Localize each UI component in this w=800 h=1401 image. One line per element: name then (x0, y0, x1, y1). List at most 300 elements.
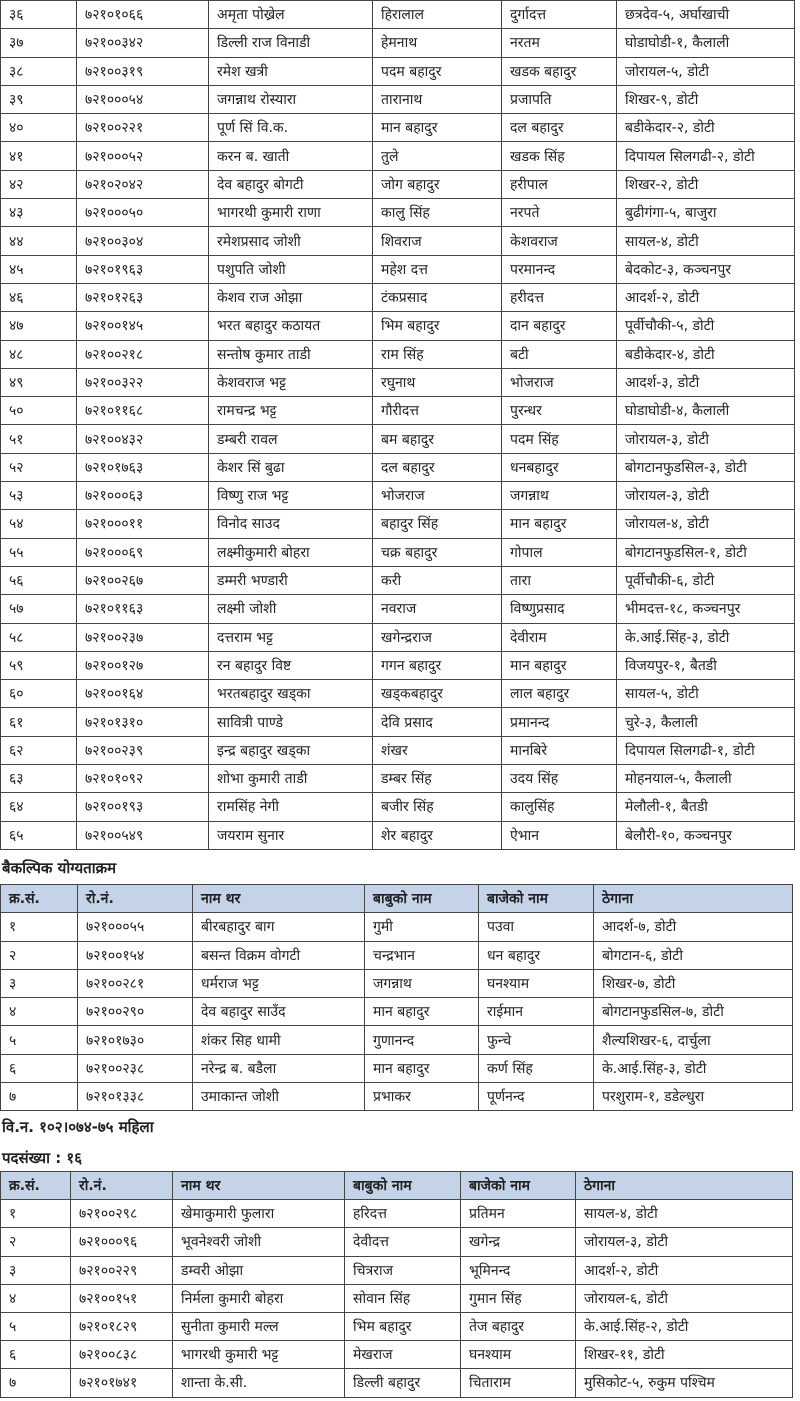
serial-cell: ५४ (1, 510, 77, 538)
father-name-cell: चक्र बहादुर (373, 538, 502, 566)
grandfather-name-cell: पूर्णनन्द (479, 1083, 594, 1111)
serial-cell: ६ (1, 1341, 71, 1369)
grandfather-name-cell: हरीदत्त (502, 283, 617, 311)
roll-number-cell: ७२१०००६३ (77, 482, 209, 510)
table-row (1, 1200, 793, 1228)
serial-cell: ४० (1, 114, 77, 142)
serial-cell: ४८ (1, 340, 77, 368)
table-row (1, 651, 795, 679)
table-row (1, 482, 795, 510)
address-cell: जोरायल-६, डोटी (576, 1284, 793, 1312)
father-name-cell: तारानाथ (373, 85, 502, 113)
father-name-cell: शिवराज (373, 227, 502, 255)
name-header: नाम थर (173, 1172, 345, 1200)
name-cell: लक्ष्मीकुमारी बोहरा (209, 538, 373, 566)
serial-cell: ७ (1, 1369, 71, 1397)
name-cell: भरत बहादुर कठायत (209, 312, 373, 340)
address-cell: आदर्श-२, डोटी (576, 1256, 793, 1284)
grandfather-name-cell: मानबिरे (502, 736, 617, 764)
table-row (1, 1083, 793, 1111)
father-name-header: बाबुको नाम (365, 885, 479, 913)
address-cell: छत्रदेव-५, अर्घाखाची (617, 1, 795, 29)
address-cell: बडीकेदार-२, डोटी (617, 114, 795, 142)
father-name-cell: खगेन्द्रराज (373, 623, 502, 651)
roll-number-cell: ७२१०००५४ (77, 85, 209, 113)
name-cell: पूर्ण सिं वि.क. (209, 114, 373, 142)
address-cell: बुढीगंगा-५, बाजुरा (617, 199, 795, 227)
table-row (1, 453, 795, 481)
roll-number-cell: ७२१०११६३ (77, 595, 209, 623)
grandfather-name-cell: पउवा (479, 913, 594, 941)
roll-number-cell: ७२१००८३८ (71, 1341, 173, 1369)
grandfather-name-cell: खडक बहादुर (502, 57, 617, 85)
grandfather-name-header: बाजेको नाम (461, 1172, 576, 1200)
serial-cell: ५६ (1, 566, 77, 594)
father-name-cell: भोजराज (373, 482, 502, 510)
father-name-cell: प्रभाकर (365, 1083, 479, 1111)
roll-number-cell: ७२१००३१९ (77, 57, 209, 85)
roll-number-cell: ७२१००१४५ (77, 312, 209, 340)
address-header: ठेगाना (594, 885, 793, 913)
table-row (1, 142, 795, 170)
name-header: नाम थर (193, 885, 365, 913)
father-name-cell: टंकप्रसाद (373, 283, 502, 311)
address-cell: आदर्श-३, डोटी (617, 368, 795, 396)
roll-number-cell: ७२१००२९० (78, 998, 193, 1026)
roll-number-cell: ७२१०१७६३ (77, 453, 209, 481)
address-cell: बेलौरी-१०, कञ्चनपुर (617, 821, 795, 849)
grandfather-name-cell: खडक सिंह (502, 142, 617, 170)
father-name-cell: राम सिंह (373, 340, 502, 368)
serial-header: क्र.सं. (1, 885, 78, 913)
serial-cell: ७ (1, 1083, 78, 1111)
serial-cell: ६० (1, 680, 77, 708)
roll-number-cell: ७२१०००९६ (71, 1228, 173, 1256)
serial-cell: ५३ (1, 482, 77, 510)
name-cell: केशव राज ओझा (209, 283, 373, 311)
address-cell: भीमदत्त-१८, कञ्चनपुर (617, 595, 795, 623)
father-name-cell: खड्कबहादुर (373, 680, 502, 708)
serial-cell: ३६ (1, 1, 77, 29)
table-row (1, 566, 795, 594)
grandfather-name-cell: कालुसिंह (502, 793, 617, 821)
father-name-header: बाबुको नाम (345, 1172, 461, 1200)
roll-number-cell: ७२१००१५४ (78, 941, 193, 969)
roll-number-cell: ७२१०००५२ (77, 142, 209, 170)
father-name-cell: देवीदत्त (345, 1228, 461, 1256)
name-cell: डम्वरी ओझा (173, 1256, 345, 1284)
father-name-cell: कालु सिंह (373, 199, 502, 227)
name-cell: रन बहादुर विष्ट (209, 651, 373, 679)
name-cell: भूवनेश्वरी जोशी (173, 1228, 345, 1256)
father-name-cell: डिल्ली बहादुर (345, 1369, 461, 1397)
grandfather-name-cell: बटी (502, 340, 617, 368)
father-name-cell: बम बहादुर (373, 425, 502, 453)
roll-number-cell: ७२१००५४९ (77, 821, 209, 849)
father-name-cell: भिम बहादुर (373, 312, 502, 340)
father-name-cell: बहादुर सिंह (373, 510, 502, 538)
grandfather-name-cell: केशवराज (502, 227, 617, 255)
serial-cell: ४२ (1, 170, 77, 198)
address-cell: घोडाघोडी-१, कैलाली (617, 29, 795, 57)
serial-cell: ४७ (1, 312, 77, 340)
grandfather-name-cell: कर्ण सिंह (479, 1054, 594, 1082)
serial-cell: ५५ (1, 538, 77, 566)
serial-cell: ४१ (1, 142, 77, 170)
table-row (1, 1256, 793, 1284)
father-name-cell: पदम बहादुर (373, 57, 502, 85)
address-cell: बडीकेदार-४, डोटी (617, 340, 795, 368)
father-name-cell: सोवान सिंह (345, 1284, 461, 1312)
address-cell: बोगटान-६, डोटी (594, 941, 793, 969)
grandfather-name-cell: लाल बहादुर (502, 680, 617, 708)
grandfather-name-cell: प्रतिमन (461, 1200, 576, 1228)
name-cell: देव बहादुर बोगटी (209, 170, 373, 198)
address-cell: दिपायल सिलगढी-१, डोटी (617, 736, 795, 764)
address-cell: शिखर-२, डोटी (617, 170, 795, 198)
address-cell: दिपायल सिलगढी-२, डोटी (617, 142, 795, 170)
address-cell: बेदकोट-३, कञ्चनपुर (617, 255, 795, 283)
address-cell: जोरायल-३, डोटी (617, 425, 795, 453)
serial-cell: १ (1, 1200, 71, 1228)
roll-number-cell: ७२१०१७४१ (71, 1369, 173, 1397)
table-row (1, 368, 795, 396)
main-list-body (1, 1, 795, 850)
father-name-cell: देवि प्रसाद (373, 708, 502, 736)
table-row (1, 969, 793, 997)
serial-cell: ४३ (1, 199, 77, 227)
grandfather-name-cell: तारा (502, 566, 617, 594)
name-cell: सन्तोष कुमार ताडी (209, 340, 373, 368)
grandfather-name-cell: खगेन्द्र (461, 1228, 576, 1256)
table-row (1, 1369, 793, 1397)
table-row (1, 538, 795, 566)
father-name-cell: चन्द्रभान (365, 941, 479, 969)
roll-number-cell: ७२१००२३७ (77, 623, 209, 651)
grandfather-name-cell: परमानन्द (502, 255, 617, 283)
address-cell: पूर्वीचौकी-५, डोटी (617, 312, 795, 340)
alternate-list-heading: बैकल्पिक योग्यताक्रम (2, 859, 117, 877)
roll-number-cell: ७२१००२३८ (78, 1054, 193, 1082)
father-name-cell: हरिदत्त (345, 1200, 461, 1228)
serial-cell: ५१ (1, 425, 77, 453)
grandfather-name-cell: जगन्नाथ (502, 482, 617, 510)
father-name-cell: मेखराज (345, 1341, 461, 1369)
name-cell: निर्मला कुमारी बोहरा (173, 1284, 345, 1312)
roll-number-header: रो.नं. (71, 1172, 173, 1200)
name-cell: जयराम सुनार (209, 821, 373, 849)
address-cell: घोडाघोडी-४, कैलाली (617, 397, 795, 425)
table-row (1, 765, 795, 793)
serial-cell: ४५ (1, 255, 77, 283)
name-cell: दत्तराम भट्ट (209, 623, 373, 651)
roll-number-cell: ७२१०११६८ (77, 397, 209, 425)
grandfather-name-cell: नरतम (502, 29, 617, 57)
roll-number-cell: ७२१००२६७ (77, 566, 209, 594)
serial-cell: ५७ (1, 595, 77, 623)
alternate-list-body (1, 913, 793, 1111)
roll-number-cell: ७२१०२०४२ (77, 170, 209, 198)
serial-cell: ४४ (1, 227, 77, 255)
table-row (1, 1054, 793, 1082)
name-cell: विनोद साउद (209, 510, 373, 538)
grandfather-name-cell: देवीराम (502, 623, 617, 651)
serial-cell: ६१ (1, 708, 77, 736)
father-name-cell: बजीर सिंह (373, 793, 502, 821)
address-cell: सायल-४, डोटी (617, 227, 795, 255)
address-cell: जोरायल-३, डोटी (576, 1228, 793, 1256)
grandfather-name-cell: दल बहादुर (502, 114, 617, 142)
alternate-list-header-row (1, 885, 793, 913)
serial-cell: २ (1, 941, 78, 969)
women-list-header-row (1, 1172, 793, 1200)
father-name-cell: शंखर (373, 736, 502, 764)
table-row (1, 941, 793, 969)
address-cell: पूर्वीचौकी-६, डोटी (617, 566, 795, 594)
name-cell: शंकर सिह धामी (193, 1026, 365, 1054)
grandfather-name-cell: गोपाल (502, 538, 617, 566)
women-section-heading: वि.न. १०२।०७४-७५ महिला (2, 1118, 154, 1136)
name-cell: सावित्री पाण्डे (209, 708, 373, 736)
grandfather-name-cell: पदम सिंह (502, 425, 617, 453)
serial-cell: ३९ (1, 85, 77, 113)
address-cell: आदर्श-२, डोटी (617, 283, 795, 311)
name-cell: धर्मराज भट्ट (193, 969, 365, 997)
serial-cell: ५२ (1, 453, 77, 481)
table-row (1, 510, 795, 538)
name-cell: डम्मरी भण्डारी (209, 566, 373, 594)
name-cell: रमेश खत्री (209, 57, 373, 85)
serial-cell: १ (1, 913, 78, 941)
grandfather-name-cell: तेज बहादुर (461, 1312, 576, 1340)
roll-number-cell: ७२१०१८२९ (71, 1312, 173, 1340)
grandfather-name-cell: हरीपाल (502, 170, 617, 198)
roll-number-cell: ७२१०००५० (77, 199, 209, 227)
table-row (1, 998, 793, 1026)
address-header: ठेगाना (576, 1172, 793, 1200)
father-name-cell: महेश दत्त (373, 255, 502, 283)
grandfather-name-cell: चिताराम (461, 1369, 576, 1397)
table-row (1, 595, 795, 623)
name-cell: उमाकान्त जोशी (193, 1083, 365, 1111)
grandfather-name-cell: दान बहादुर (502, 312, 617, 340)
name-cell: भागरथी कुमारी राणा (209, 199, 373, 227)
grandfather-name-cell: मान बहादुर (502, 510, 617, 538)
roll-number-cell: ७२१००१२७ (77, 651, 209, 679)
name-cell: केशर सिं बुढा (209, 453, 373, 481)
grandfather-name-cell: राईमान (479, 998, 594, 1026)
roll-number-cell: ७२१००२१८ (77, 340, 209, 368)
father-name-cell: गगन बहादुर (373, 651, 502, 679)
name-cell: विष्णु राज भट्ट (209, 482, 373, 510)
grandfather-name-cell: पुरन्धर (502, 397, 617, 425)
serial-cell: ६ (1, 1054, 78, 1082)
serial-header: क्र.सं. (1, 1172, 71, 1200)
serial-cell: ४६ (1, 283, 77, 311)
table-row (1, 913, 793, 941)
name-cell: रमेशप्रसाद जोशी (209, 227, 373, 255)
roll-number-cell: ७२१००३४२ (77, 29, 209, 57)
address-cell: आदर्श-७, डोटी (594, 913, 793, 941)
table-row (1, 623, 795, 651)
table-row (1, 312, 795, 340)
grandfather-name-cell: प्रमानन्द (502, 708, 617, 736)
table-row (1, 1341, 793, 1369)
table-row (1, 425, 795, 453)
roll-number-cell: ७२१०१०६६ (77, 1, 209, 29)
father-name-cell: हिरालाल (373, 1, 502, 29)
table-row (1, 1312, 793, 1340)
table-row (1, 397, 795, 425)
serial-cell: ६३ (1, 765, 77, 793)
roll-number-cell: ७२१०१३३८ (78, 1083, 193, 1111)
name-cell: बीरबहादुर बाग (193, 913, 365, 941)
father-name-cell: मान बहादुर (373, 114, 502, 142)
name-cell: रामचन्द्र भट्ट (209, 397, 373, 425)
roll-number-cell: ७२१००२९८ (71, 1200, 173, 1228)
address-cell: के.आई.सिंह-३, डोटी (617, 623, 795, 651)
table-row (1, 227, 795, 255)
serial-cell: ४ (1, 998, 78, 1026)
address-cell: चुरे-३, कैलाली (617, 708, 795, 736)
address-cell: शैल्यशिखर-६, दार्चुला (594, 1026, 793, 1054)
roll-number-header: रो.नं. (78, 885, 193, 913)
table-row (1, 199, 795, 227)
father-name-cell: रघुनाथ (373, 368, 502, 396)
roll-number-cell: ७२१००२८१ (78, 969, 193, 997)
serial-cell: ३८ (1, 57, 77, 85)
serial-cell: ५८ (1, 623, 77, 651)
address-cell: शिखर-११, डोटी (576, 1341, 793, 1369)
grandfather-name-cell: उदय सिंह (502, 765, 617, 793)
name-cell: जगन्नाथ रोस्यारा (209, 85, 373, 113)
address-cell: जोरायल-३, डोटी (617, 482, 795, 510)
table-row (1, 1284, 793, 1312)
alternate-list-table (0, 884, 793, 1111)
table-row (1, 708, 795, 736)
father-name-cell: नवराज (373, 595, 502, 623)
roll-number-cell: ७२१०००५५ (78, 913, 193, 941)
grandfather-name-cell: घनश्याम (461, 1341, 576, 1369)
address-cell: बोगटानफुडसिल-१, डोटी (617, 538, 795, 566)
address-cell: बोगटानफुडसिल-७, डोटी (594, 998, 793, 1026)
table-row (1, 57, 795, 85)
table-row (1, 680, 795, 708)
name-cell: डिल्ली राज विनाडी (209, 29, 373, 57)
father-name-cell: मान बहादुर (365, 998, 479, 1026)
grandfather-name-cell: भोजराज (502, 368, 617, 396)
father-name-cell: गुमी (365, 913, 479, 941)
address-cell: विजयपुर-१, बैतडी (617, 651, 795, 679)
name-cell: शोभा कुमारी ताडी (209, 765, 373, 793)
roll-number-cell: ७२१०००६९ (77, 538, 209, 566)
table-row (1, 29, 795, 57)
roll-number-cell: ७२१००३०४ (77, 227, 209, 255)
roll-number-cell: ७२१०१७३० (78, 1026, 193, 1054)
address-cell: मुसिकोट-५, रुकुम पश्चिम (576, 1369, 793, 1397)
table-row (1, 340, 795, 368)
serial-cell: ५ (1, 1026, 78, 1054)
roll-number-cell: ७२१००४३२ (77, 425, 209, 453)
grandfather-name-cell: घनश्याम (479, 969, 594, 997)
table-row (1, 170, 795, 198)
name-cell: देव बहादुर साउँद (193, 998, 365, 1026)
roll-number-cell: ७२१०१०९२ (77, 765, 209, 793)
table-row (1, 255, 795, 283)
address-cell: जोरायल-५, डोटी (617, 57, 795, 85)
table-row (1, 283, 795, 311)
address-cell: बोगटानफुडसिल-३, डोटी (617, 453, 795, 481)
father-name-cell: भिम बहादुर (345, 1312, 461, 1340)
name-cell: पशुपति जोशी (209, 255, 373, 283)
address-cell: सायल-५, डोटी (617, 680, 795, 708)
grandfather-name-cell: विष्णुप्रसाद (502, 595, 617, 623)
address-cell: सायल-४, डोटी (576, 1200, 793, 1228)
father-name-cell: चित्रराज (345, 1256, 461, 1284)
serial-cell: ३ (1, 1256, 71, 1284)
name-cell: भागरथी कुमारी भट्ट (173, 1341, 345, 1369)
women-list-body (1, 1200, 793, 1397)
serial-cell: ४ (1, 1284, 71, 1312)
serial-cell: ५० (1, 397, 77, 425)
table-row (1, 821, 795, 849)
father-name-cell: करी (373, 566, 502, 594)
father-name-cell: जगन्नाथ (365, 969, 479, 997)
roll-number-cell: ७२१००१९३ (77, 793, 209, 821)
serial-cell: ६४ (1, 793, 77, 821)
father-name-cell: तुले (373, 142, 502, 170)
serial-cell: २ (1, 1228, 71, 1256)
name-cell: नरेन्द्र ब. बडैला (193, 1054, 365, 1082)
name-cell: डम्बरी रावल (209, 425, 373, 453)
father-name-cell: डम्बर सिंह (373, 765, 502, 793)
table-row (1, 1, 795, 29)
father-name-cell: दल बहादुर (373, 453, 502, 481)
table-row (1, 114, 795, 142)
table-row (1, 736, 795, 764)
roll-number-cell: ७२१००१६४ (77, 680, 209, 708)
roll-number-cell: ७२१००२२१ (77, 114, 209, 142)
roll-number-cell: ७२१०१३१० (77, 708, 209, 736)
grandfather-name-header: बाजेको नाम (479, 885, 594, 913)
address-cell: मेलौली-१, बैतडी (617, 793, 795, 821)
name-cell: रामसिंह नेगी (209, 793, 373, 821)
address-cell: मोहनयाल-५, कैलाली (617, 765, 795, 793)
name-cell: इन्द्र बहादुर खड्का (209, 736, 373, 764)
father-name-cell: गुणानन्द (365, 1026, 479, 1054)
serial-cell: ५९ (1, 651, 77, 679)
address-cell: के.आई.सिंह-२, डोटी (576, 1312, 793, 1340)
address-cell: जोरायल-४, डोटी (617, 510, 795, 538)
name-cell: अमृता पोख्रेल (209, 1, 373, 29)
table-row (1, 1026, 793, 1054)
serial-cell: ४९ (1, 368, 77, 396)
name-cell: करन ब. खाती (209, 142, 373, 170)
grandfather-name-cell: दुर्गादत्त (502, 1, 617, 29)
grandfather-name-cell: धन बहादुर (479, 941, 594, 969)
address-cell: के.आई.सिंह-३, डोटी (594, 1054, 793, 1082)
women-list-table (0, 1171, 793, 1398)
serial-cell: ५ (1, 1312, 71, 1340)
grandfather-name-cell: धनबहादुर (502, 453, 617, 481)
name-cell: केशवराज भट्ट (209, 368, 373, 396)
name-cell: खेमाकुमारी फुलारा (173, 1200, 345, 1228)
name-cell: शान्ता के.सी. (173, 1369, 345, 1397)
address-cell: शिखर-९, डोटी (617, 85, 795, 113)
roll-number-cell: ७२१०१९६३ (77, 255, 209, 283)
grandfather-name-cell: फुन्चे (479, 1026, 594, 1054)
women-post-count: पदसंख्या : १६ (2, 1149, 83, 1167)
